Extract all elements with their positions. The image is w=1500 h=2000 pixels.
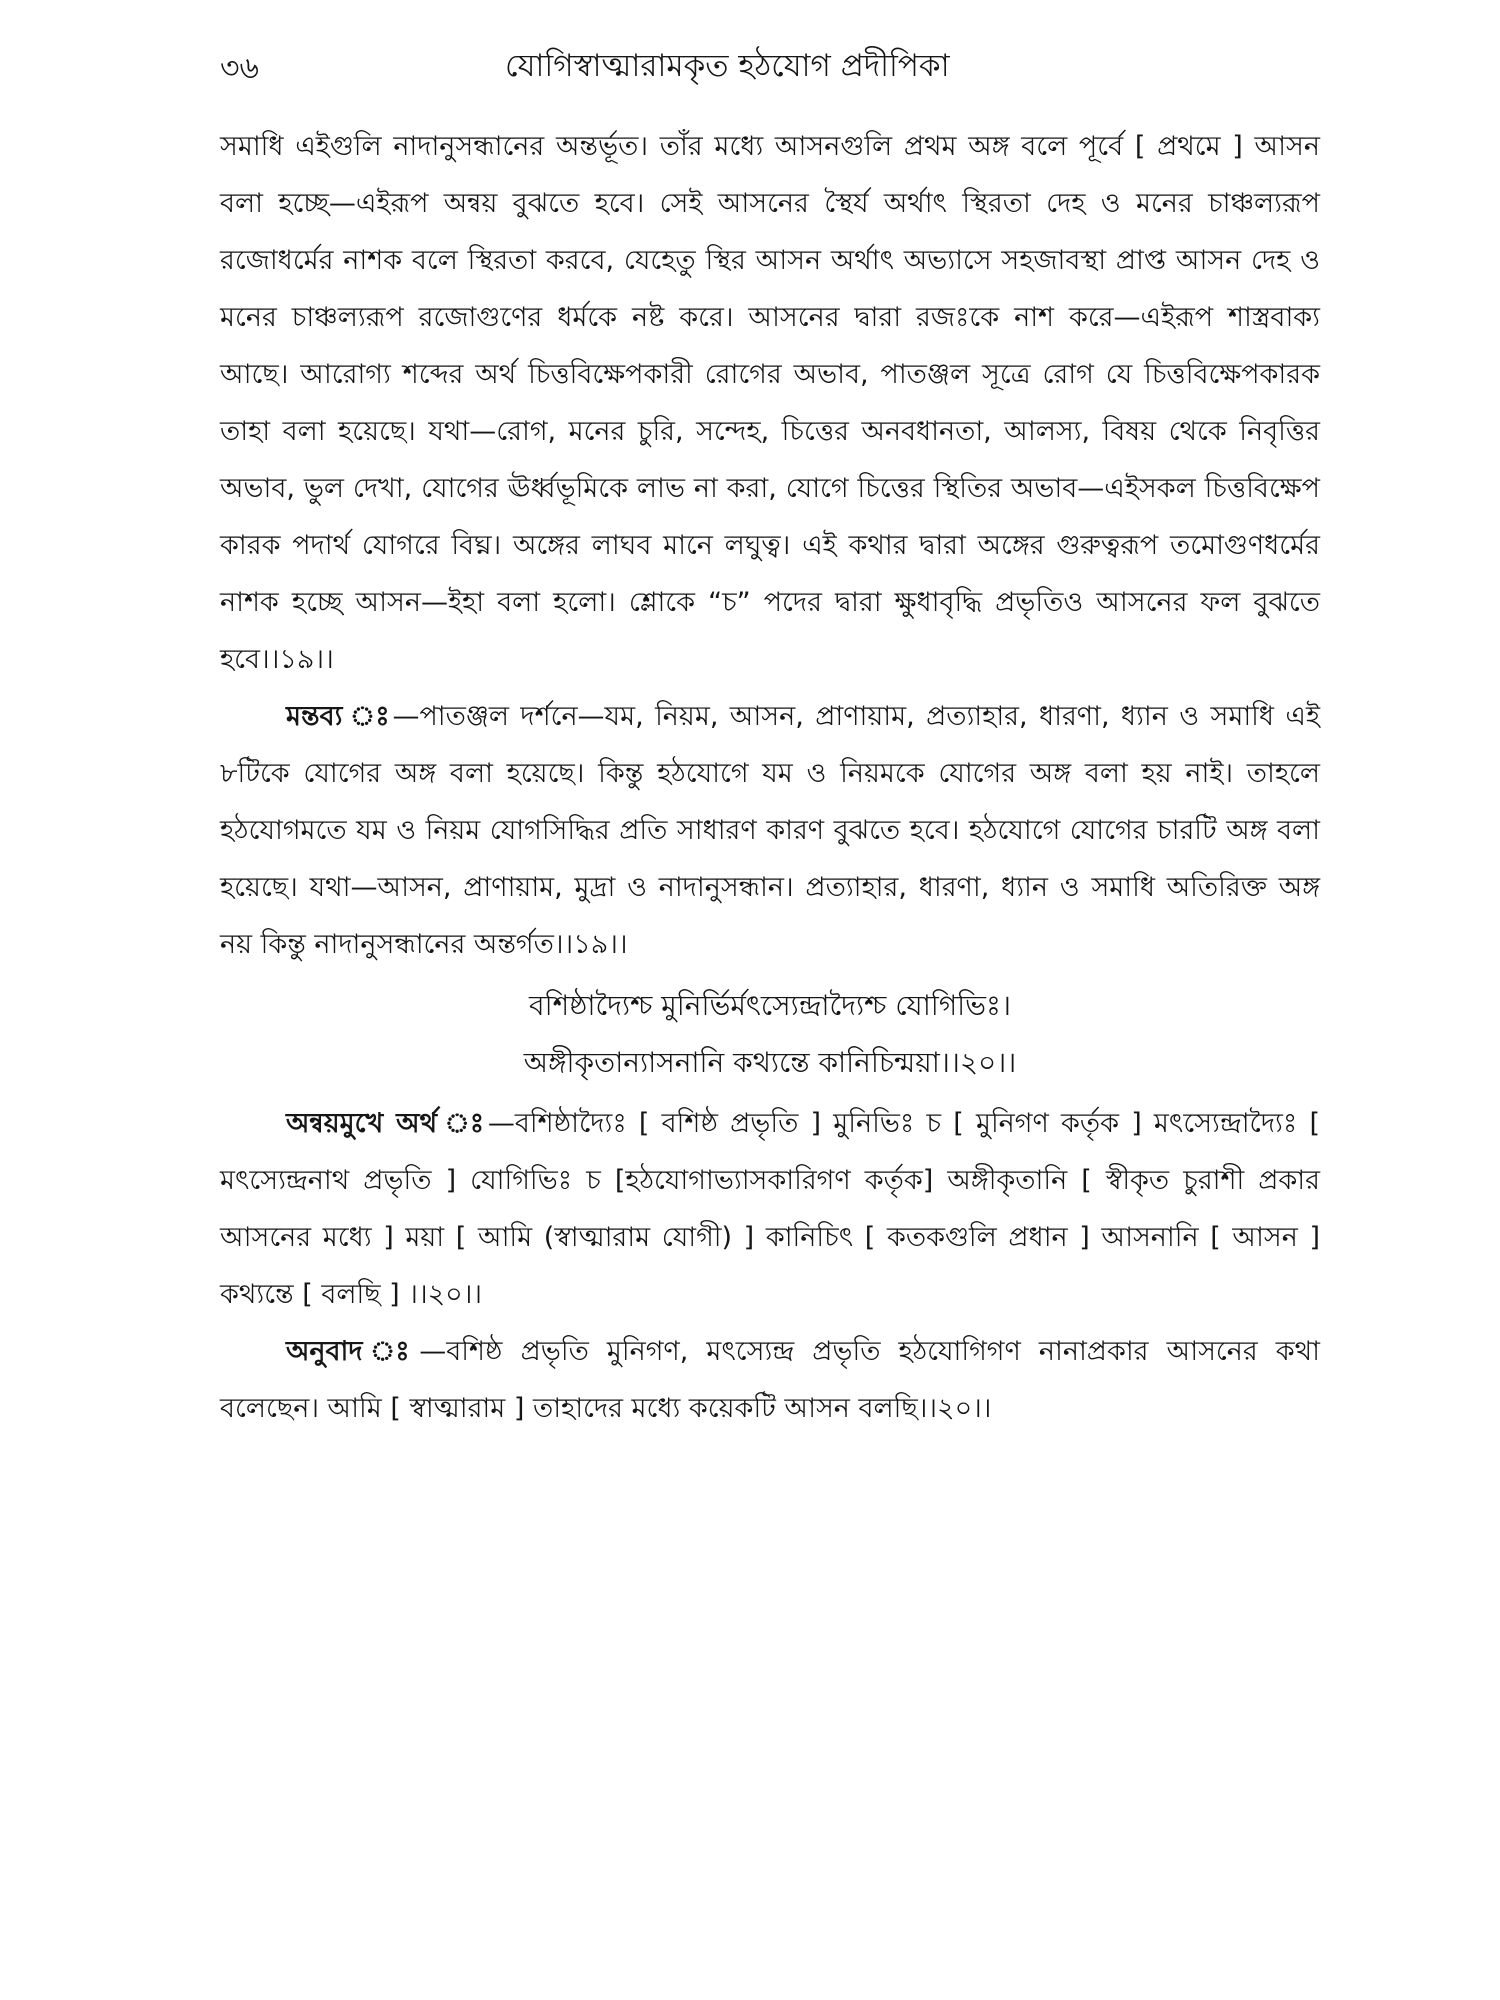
commentary-paragraph: সমাধি এইগুলি নাদানুসন্ধানের অন্তর্ভূত। তাঁর মধ্যে আসনগুলি প্রথম অঙ্গ বলে পূর্বে [ প্রথমে ] আসন বলা হচ্ছে—এইরূপ অন্বয় বুঝতে হবে। সেই আসনের স্থৈর্য অর্থাৎ স্থিরতা দেহ ও মনের চাঞ্চল্যরূপ রজোধর্মের নাশক বলে স্থিরতা করবে, যেহেতু স্থির আসন অর্থাৎ অভ্যাসে সহজাবস্থা প্রাপ্ত আসন দেহ ও মনের চাঞ্চল্যরূপ রজোগুণের ধর্মকে নষ্ট করে। আসনের দ্বারা রজঃকে নাশ করে—এইরূপ শাস্ত্রবাক্য আছে। আরোগ্য শব্দের অর্থ চিত্তবিক্ষেপকারী রোগের অভাব, পাতঞ্জল সূত্রে রোগ যে চিত্তবিক্ষেপকারক তাহা বলা হয়েছে। যথা—রোগ, মনের চুরি, সন্দেহ, চিত্তের অনবধানতা, আলস্য, বিষয় থেকে নিবৃত্তির অভাব, ভুল দেখা, যোগের ঊর্ধ্বভূমিকে লাভ না করা, যোগে চিত্তের স্থিতির অভাব—এইসকল চিত্তবিক্ষেপ কারক পদার্থ যোগরে বিঘ্ন। অঙ্গের লাঘব মানে লঘুত্ব। এই কথার দ্বারা অঙ্গের গুরুত্বরূপ তমোগুণধর্মের নাশক হচ্ছে আসন—ইহা বলা হলো। শ্লোকে “চ” পদের দ্বারা ক্ষুধাবৃদ্ধি প্রভৃতিও আসনের ফল বুঝতে হবে।।১৯।। <box>220 131 1320 675</box>
translation-text: —বশিষ্ঠ প্রভৃতি মুনিগণ, মৎস্যেন্দ্র প্রভৃতি হঠযোগিগণ নানাপ্রকার আসনের কথা বলেছেন। আমি [ স্বাত্মারাম ] তাহাদের মধ্যে কয়েকটি আসন বলছি।।২০।। <box>220 1336 1320 1424</box>
page-number: ৩৬ <box>220 51 260 86</box>
word-meaning-text: —বশিষ্ঠাদ্যৈঃ [ বশিষ্ঠ প্রভৃতি ] মুনিভিঃ চ [ মুনিগণ কর্তৃক ] মৎস্যেন্দ্রাদ্যৈঃ [ মৎস্যেন্দ্রনাথ প্রভৃতি ] যোগিভিঃ চ [হঠযোগাভ্যাসকারিগণ কর্তৃক] অঙ্গীকৃতানি [ স্বীকৃত চুরাশী প্রকার আসনের মধ্যে ] ময়া [ আমি (স্বাত্মারাম যোগী) ] কানিচিৎ [ কতকগুলি প্রধান ] আসনানি [ আসন ] কথ্যন্তে [ বলছি ] ।।২০।। <box>220 1108 1320 1310</box>
page-header <box>220 38 1320 94</box>
translation-paragraph <box>220 1323 1320 1437</box>
word-meaning-paragraph <box>220 1095 1320 1323</box>
translation-label: অনুবাদ ঃ <box>286 1336 420 1367</box>
word-meaning-label: অন্বয়মুখে অর্থ ঃ <box>286 1108 488 1139</box>
note-paragraph <box>220 688 1320 973</box>
page-body <box>220 118 1320 1437</box>
verse-line-2: অঙ্গীকৃতান্যাসনানি কথ্যন্তে কানিচিন্ময়া।।২০।। <box>523 1046 1017 1079</box>
running-title: যোগিস্বাত্মারামকৃত হঠযোগ প্রদীপিকা <box>505 48 950 84</box>
note-label: মন্তব্য ঃ <box>286 701 393 732</box>
verse-line-1: বশিষ্ঠাদ্যৈশ্চ মুনির্ভির্মৎস্যেন্দ্রাদ্যৈশ্চ যোগিভিঃ। <box>528 989 1011 1022</box>
note-text: —পাতঞ্জল দর্শনে—যম, নিয়ম, আসন, প্রাণায়াম, প্রত্যাহার, ধারণা, ধ্যান ও সমাধি এই ৮টিকে যোগের অঙ্গ বলা হয়েছে। কিন্তু হঠযোগে যম ও নিয়মকে যোগের অঙ্গ বলা হয় নাই। তাহলে হঠযোগমতে যম ও নিয়ম যোগসিদ্ধির প্রতি সাধারণ কারণ বুঝতে হবে। হঠযোগে যোগের চারটি অঙ্গ বলা হয়েছে। যথা—আসন, প্রাণায়াম, মুদ্রা ও নাদানুসন্ধান। প্রত্যাহার, ধারণা, ধ্যান ও সমাধি অতিরিক্ত অঙ্গ নয় কিন্তু নাদানুসন্ধানের অন্তর্গত।।১৯।। <box>220 701 1320 960</box>
